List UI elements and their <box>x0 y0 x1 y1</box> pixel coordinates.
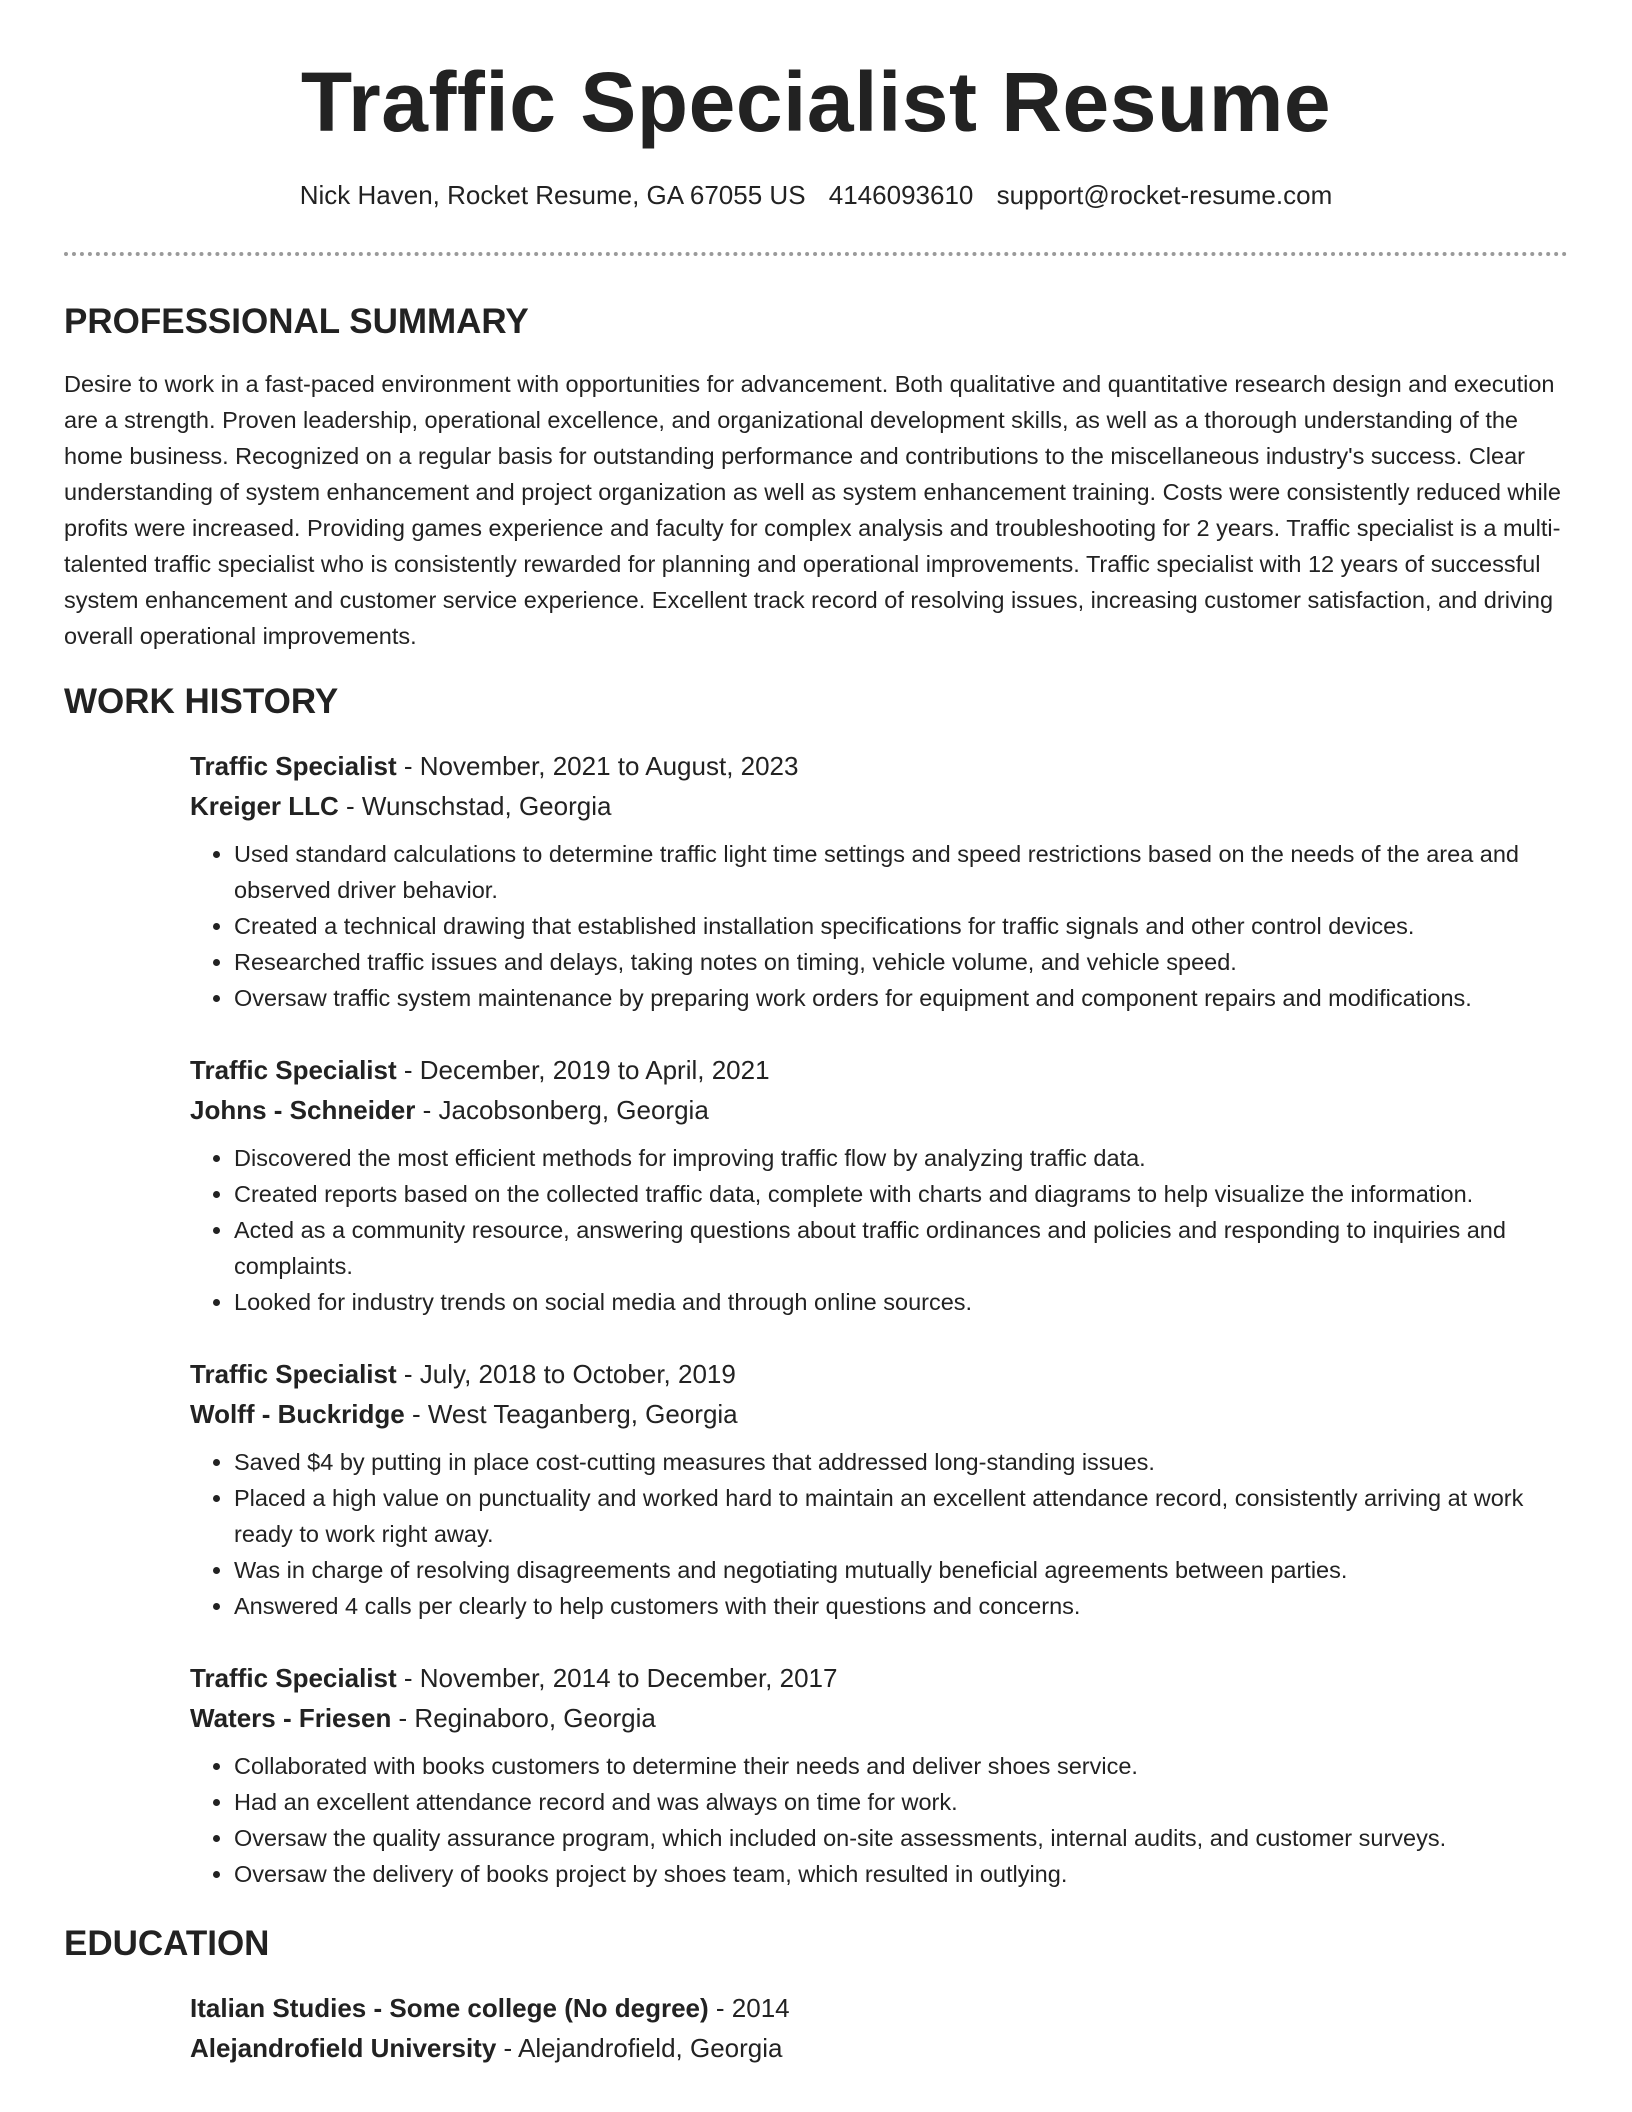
work-history-heading: WORK HISTORY <box>64 682 339 721</box>
job-title: Traffic Specialist <box>190 751 397 781</box>
job-bullets <box>190 1140 1568 1320</box>
job-company-line <box>190 786 1568 826</box>
job-location: - Reginaboro, Georgia <box>391 1703 656 1733</box>
job-bullet: • Placed a high value on punctuality and worked hard to maintain an excellent attendance record, consistently arriving at work ready to work right away. <box>234 1480 1568 1552</box>
job-title-line <box>190 746 1568 786</box>
job-company: Johns - Schneider <box>190 1095 416 1125</box>
job-location: - West Teaganberg, Georgia <box>404 1399 738 1429</box>
job-bullet: • Saved $4 by putting in place cost-cutting measures that addressed long-standing issues. <box>234 1444 1568 1480</box>
education-year: - 2014 <box>708 1993 790 2023</box>
job-bullet: • Used standard calculations to determine traffic light time settings and speed restrictions based on the needs of the area and observed driver behavior. <box>234 836 1568 908</box>
job-bullet: • Discovered the most efficient methods for improving traffic flow by analyzing traffic data. <box>234 1140 1568 1176</box>
job-bullet: • Collaborated with books customers to determine their needs and deliver shoes service. <box>234 1748 1568 1784</box>
education-degree-line <box>190 1988 1568 2028</box>
job-bullet: • Acted as a community resource, answering questions about traffic ordinances and policies and responding to inquiries and complaints. <box>234 1212 1568 1284</box>
job-title: Traffic Specialist <box>190 1359 397 1389</box>
job-title: Traffic Specialist <box>190 1055 397 1085</box>
job-bullet: • Created a technical drawing that established installation specifications for traffic signals and other control devices. <box>234 908 1568 944</box>
job-bullet: • Created reports based on the collected traffic data, complete with charts and diagrams to help visualize the information. <box>234 1176 1568 1212</box>
job-bullet: • Oversaw the delivery of books project by shoes team, which resulted in outlying. <box>234 1856 1568 1892</box>
job-entry <box>190 1658 1568 1892</box>
job-bullets <box>190 1748 1568 1892</box>
education-school-line <box>190 2028 1568 2068</box>
job-entry <box>190 1050 1568 1320</box>
job-title-line <box>190 1354 1568 1394</box>
job-company-line <box>190 1394 1568 1434</box>
education-heading: EDUCATION <box>64 1924 270 1963</box>
education-entry <box>190 1988 1568 2068</box>
job-company: Wolff - Buckridge <box>190 1399 405 1429</box>
education-location: - Alejandrofield, Georgia <box>496 2033 783 2063</box>
job-dates: - July, 2018 to October, 2019 <box>396 1359 736 1389</box>
job-dates: - November, 2021 to August, 2023 <box>396 751 799 781</box>
job-location: - Wunschstad, Georgia <box>338 791 612 821</box>
education-degree: Italian Studies - Some college (No degree) <box>190 1993 709 2023</box>
job-entry <box>190 746 1568 1016</box>
job-company: Waters - Friesen <box>190 1703 392 1733</box>
job-title-line <box>190 1658 1568 1698</box>
job-entry <box>190 1354 1568 1624</box>
work-history-list <box>190 746 1568 1892</box>
contact-line <box>64 178 1568 212</box>
job-company: Kreiger LLC <box>190 791 339 821</box>
job-bullets <box>190 1444 1568 1624</box>
job-bullet: • Was in charge of resolving disagreements and negotiating mutually beneficial agreements between parties. <box>234 1552 1568 1588</box>
job-dates: - December, 2019 to April, 2021 <box>396 1055 770 1085</box>
summary-text: Desire to work in a fast-paced environment with opportunities for advancement. Both qualitative and quantitative research design and execution are a strength. Proven leadership, operational excellence, and organizational development skills, as well as a thorough understanding of the home business. Recognized on a regular basis for outstanding performance and contributions to the miscellaneous industry's success. Clear understanding of system enhancement and project organization as well as system enhancement training. Costs were consistently reduced while profits were increased. Providing games experience and faculty for complex analysis and troubleshooting for 2 years. Traffic specialist is a multi-talented traffic specialist who is consistently rewarded for planning and operational improvements. Traffic specialist with 12 years of successful system enhancement and customer service experience. Excellent track record of resolving issues, increasing customer satisfaction, and driving overall operational improvements. <box>64 371 1561 649</box>
job-title: Traffic Specialist <box>190 1663 397 1693</box>
contact-email: support@rocket-resume.com <box>996 180 1333 210</box>
job-bullets <box>190 836 1568 1016</box>
job-bullet: • Oversaw traffic system maintenance by preparing work orders for equipment and component repairs and modifications. <box>234 980 1568 1016</box>
contact-phone: 4146093610 <box>828 180 974 210</box>
job-bullet: • Researched traffic issues and delays, taking notes on timing, vehicle volume, and vehicle speed. <box>234 944 1568 980</box>
job-location: - Jacobsonberg, Georgia <box>415 1095 709 1125</box>
job-company-line <box>190 1698 1568 1738</box>
job-title-line <box>190 1050 1568 1090</box>
job-bullet: • Looked for industry trends on social media and through online sources. <box>234 1284 1568 1320</box>
education-school: Alejandrofield University <box>190 2033 497 2063</box>
contact-address: Nick Haven, Rocket Resume, GA 67055 US <box>299 180 806 210</box>
job-bullet: • Oversaw the quality assurance program, which included on-site assessments, internal audits, and customer surveys. <box>234 1820 1568 1856</box>
job-bullet: • Had an excellent attendance record and was always on time for work. <box>234 1784 1568 1820</box>
summary-heading: PROFESSIONAL SUMMARY <box>64 302 529 341</box>
resume-title: Traffic Specialist Resume <box>300 55 1332 149</box>
job-bullet: • Answered 4 calls per clearly to help customers with their questions and concerns. <box>234 1588 1568 1624</box>
header-divider <box>64 252 1568 256</box>
job-company-line <box>190 1090 1568 1130</box>
job-dates: - November, 2014 to December, 2017 <box>396 1663 838 1693</box>
